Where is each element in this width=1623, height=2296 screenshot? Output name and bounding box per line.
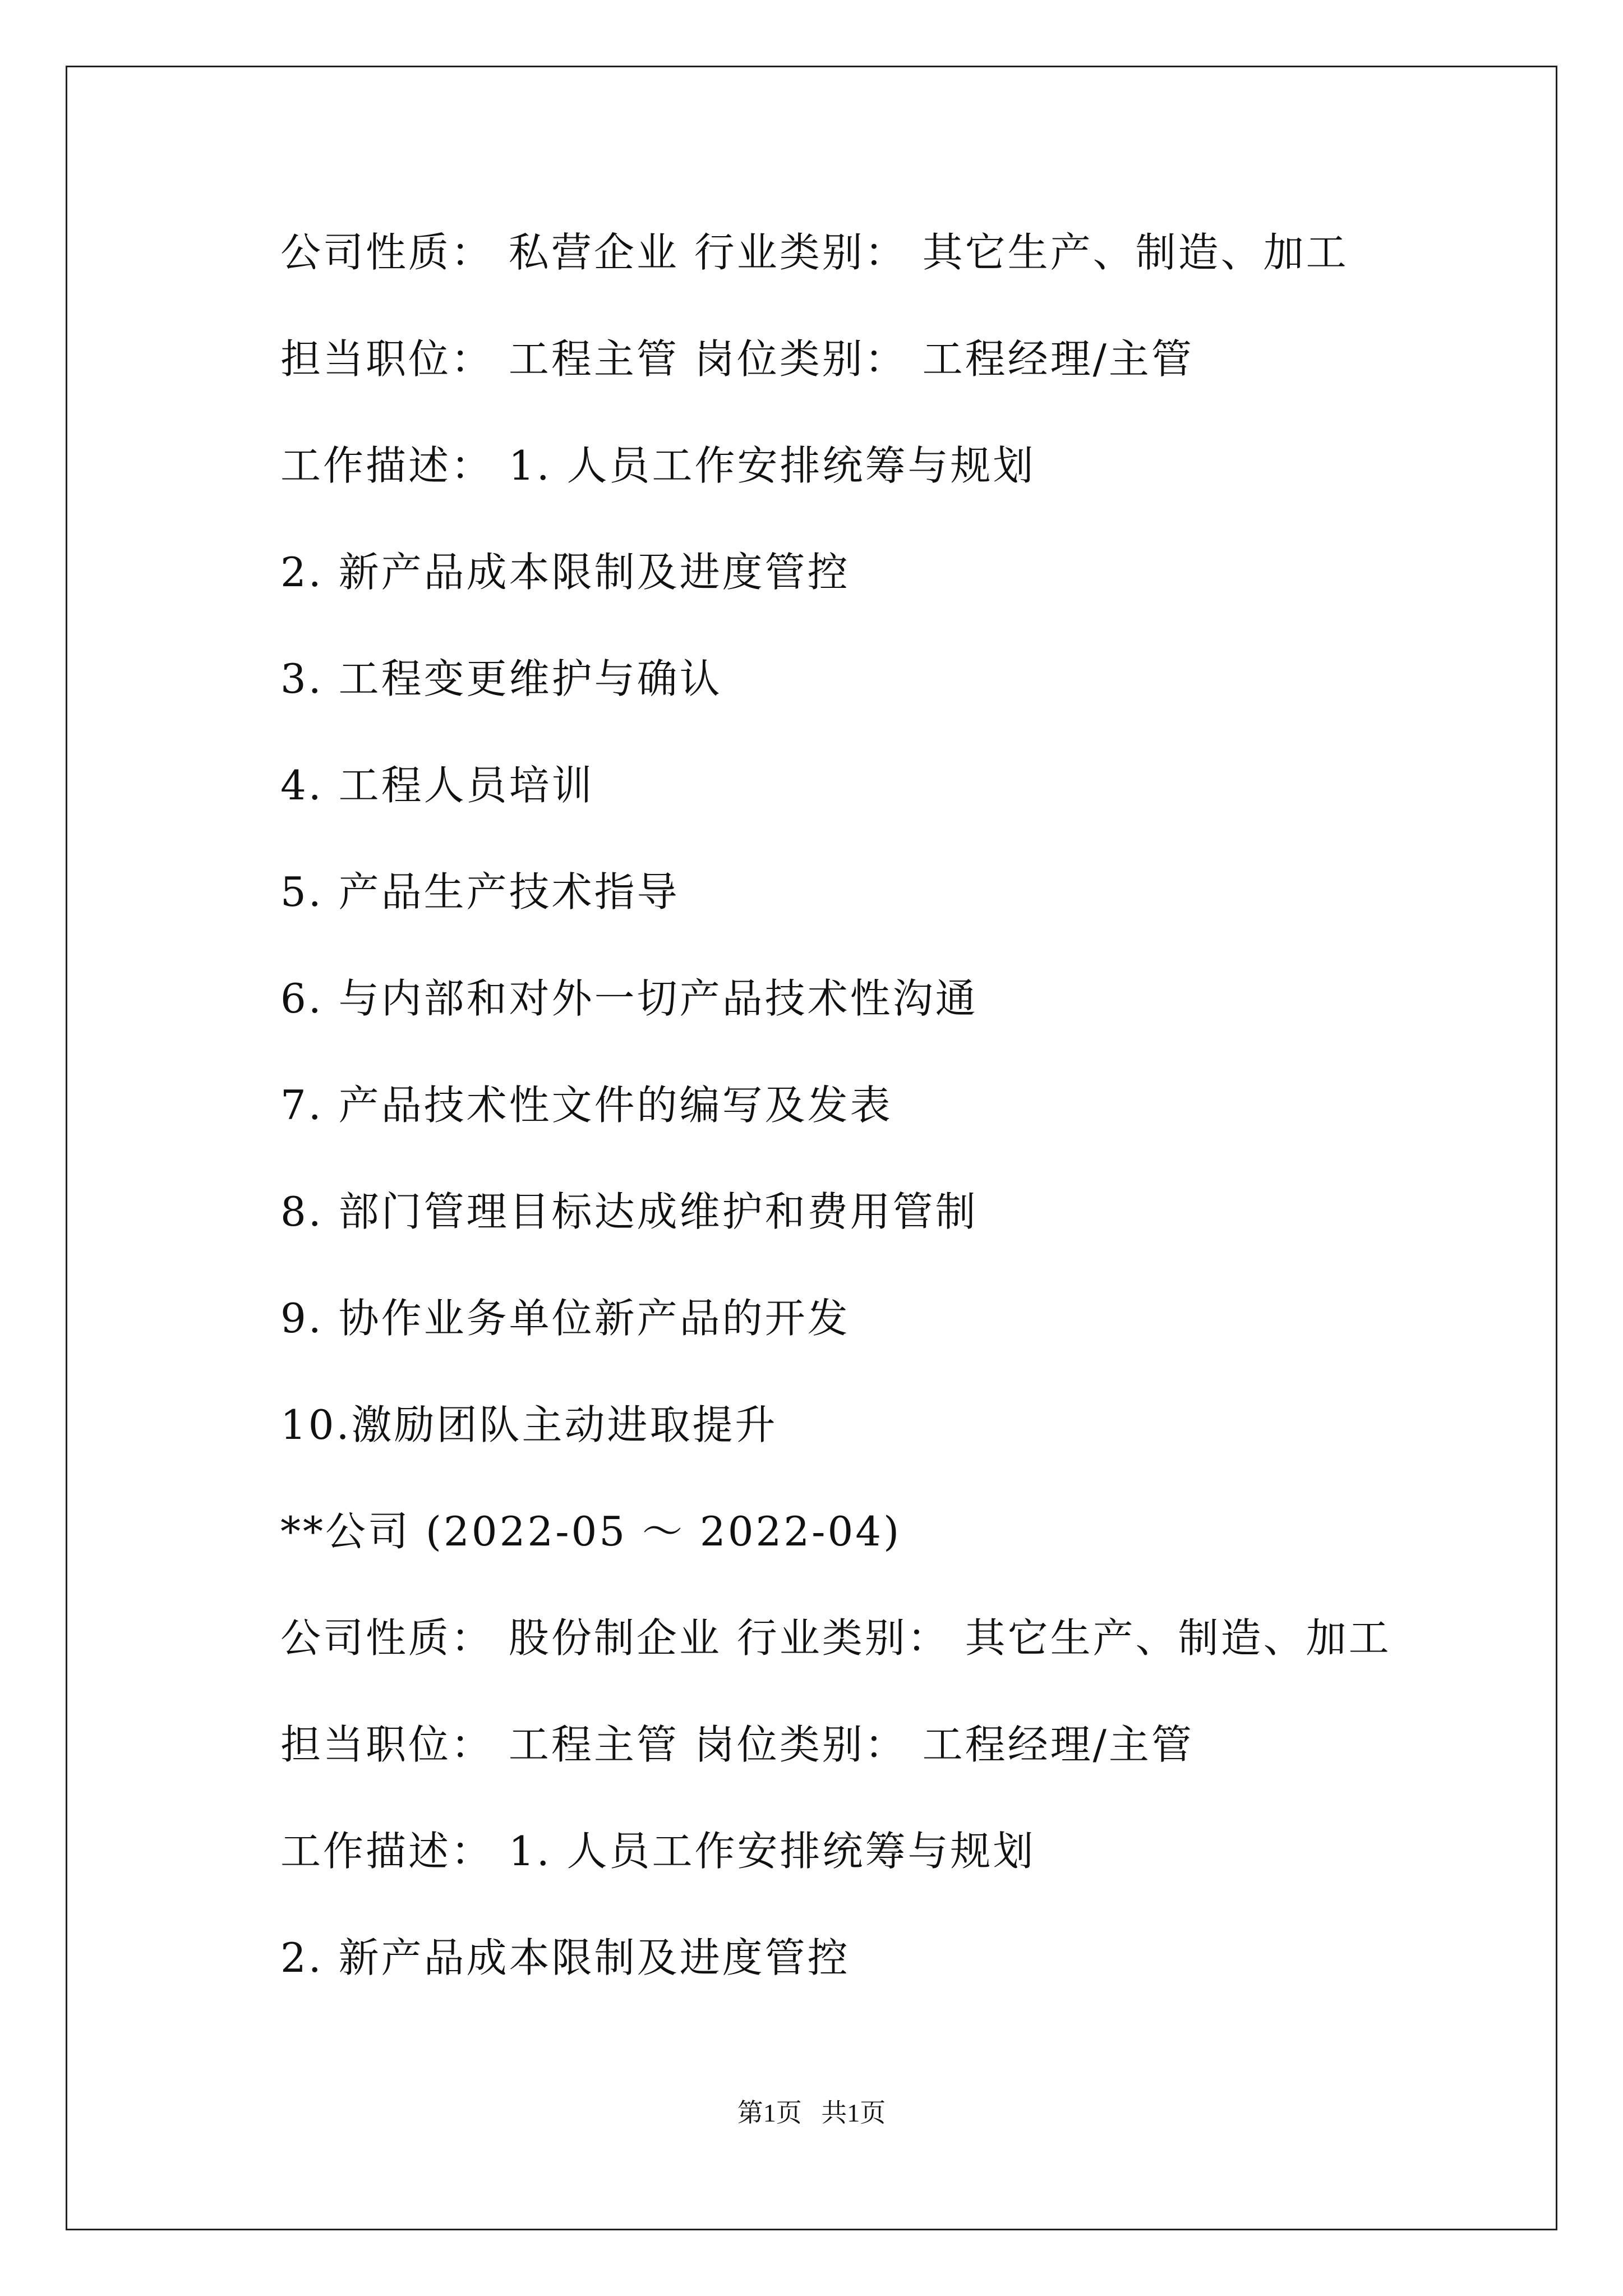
company-heading-2: **公司 (2022-05 ～ 2022-04) [280, 1508, 902, 1555]
company-nature-line-1: 公司性质： 私营企业 行业类别： 其它生产、制造、加工 [280, 229, 1349, 276]
position-line-2: 担当职位： 工程主管 岗位类别： 工程经理/主管 [280, 1721, 1194, 1768]
duty-item-9: 9. 协作业务单位新产品的开发 [280, 1295, 850, 1342]
duty-item-2: 2. 新产品成本限制及进度管控 [280, 549, 850, 596]
job-description-line-1: 工作描述： 1. 人员工作安排统筹与规划 [280, 442, 1036, 489]
duty-item-4: 4. 工程人员培训 [280, 762, 594, 809]
duty-item-6: 6. 与内部和对外一切产品技术性沟通 [280, 975, 978, 1022]
document-body [280, 222, 1514, 2033]
page-footer: 第1页 共1页 [737, 2099, 886, 2127]
position-line-1: 担当职位： 工程主管 岗位类别： 工程经理/主管 [280, 335, 1194, 383]
duty-item-2b: 2. 新产品成本限制及进度管控 [280, 1934, 850, 1981]
duty-item-3: 3. 工程变更维护与确认 [280, 655, 722, 702]
duty-item-8: 8. 部门管理目标达成维护和费用管制 [280, 1188, 978, 1235]
company-nature-line-2: 公司性质： 股份制企业 行业类别： 其它生产、制造、加工 [280, 1614, 1391, 1662]
duty-item-7: 7. 产品技术性文件的编写及发表 [280, 1082, 893, 1129]
duty-item-10: 10.激励团队主动进取提升 [280, 1401, 778, 1448]
duty-item-5: 5. 产品生产技术指导 [280, 868, 680, 915]
job-description-line-2: 工作描述： 1. 人员工作安排统筹与规划 [280, 1828, 1036, 1875]
